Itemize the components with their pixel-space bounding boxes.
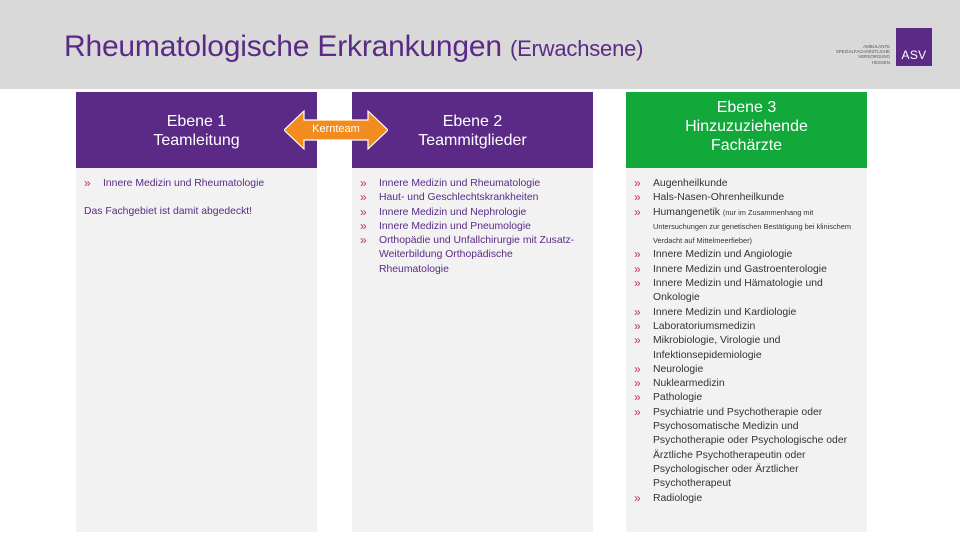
column-heading [76, 92, 317, 168]
list-item-text: Innere Medizin und Nephrologie [379, 206, 527, 218]
list-item-text: Radiologie [653, 492, 703, 504]
list-item [360, 191, 585, 205]
title-subtitle: (Erwachsene) [509, 36, 644, 61]
heading-line: Ebene 1 [166, 113, 227, 130]
list-item [634, 277, 859, 306]
list-item [634, 492, 859, 506]
bullet-icon: » [634, 304, 641, 319]
list-item-text: Neurologie [653, 363, 704, 375]
list-item [634, 334, 859, 363]
bullet-icon: » [634, 390, 641, 405]
list-item [634, 320, 859, 334]
list-item [634, 391, 859, 405]
bullet-icon: » [634, 490, 641, 505]
list-item-text: Innere Medizin und Rheumatologie [379, 178, 541, 189]
logo-line: HESSEN [871, 59, 890, 65]
bullet-icon: » [84, 176, 91, 190]
column-ebene-3 [626, 92, 867, 532]
bullet-icon: » [360, 204, 367, 219]
logo-line: VERSORGUNG [858, 54, 890, 60]
bullet-icon: » [360, 233, 367, 248]
column-heading [352, 92, 593, 168]
asv-logo [896, 28, 932, 66]
specialty-list [634, 177, 859, 506]
column-ebene-1 [76, 92, 317, 532]
list-item-text: Augenheilkunde [653, 178, 728, 189]
logo-text [830, 44, 890, 65]
list-item [634, 248, 859, 262]
list-item-text: Innere Medizin und Gastroenterologie [653, 263, 827, 275]
list-item-text: Laboratoriumsmedizin [653, 320, 756, 332]
bullet-icon: » [360, 218, 367, 233]
list-item [634, 306, 859, 320]
list-item [634, 406, 859, 492]
bullet-icon: » [634, 261, 641, 276]
page-title [64, 30, 643, 64]
list-item-text: Innere Medizin und Angiologie [653, 249, 793, 261]
list-item-text: Psychiatrie und Psychotherapie oder Psychosomatische Medizin und Psychotherapie oder Psychologische oder Ärztliche Psychotherapeutin oder Psychologischer oder Ärztlicher Psychotherapeut [653, 406, 848, 490]
list-item [360, 234, 585, 277]
bullet-icon: » [634, 318, 641, 333]
list-item-text: Innere Medizin und Pneumologie [379, 220, 531, 232]
column-body [76, 168, 317, 532]
list-item-text: Mikrobiologie, Virologie und Infektionsepidemiologie [653, 335, 781, 361]
list-item-text: Orthopädie und Unfallchirurgie mit Zusatz-Weiterbildung Orthopädische Rheumatologie [379, 235, 575, 275]
list-item [360, 206, 585, 220]
list-item-text: Pathologie [653, 392, 703, 404]
title-main: Rheumatologische Erkrankungen [64, 30, 502, 63]
heading-line: Teammitglieder [418, 132, 527, 149]
list-item-text: Innere Medizin und Hämatologie und Onkologie [653, 278, 823, 304]
heading-line: Fachärzte [710, 137, 783, 154]
list-item-text: Humangenetik [653, 206, 721, 218]
column-heading [626, 92, 867, 168]
list-item [634, 191, 859, 205]
bullet-icon: » [360, 190, 367, 205]
bullet-icon: » [634, 404, 641, 419]
bullet-icon: » [634, 176, 641, 190]
bullet-icon: » [360, 176, 367, 190]
specialty-list [360, 177, 585, 277]
specialty-list [84, 177, 309, 191]
list-item [634, 263, 859, 277]
list-item-note: (nur im Zusammenhang mit Untersuchungen zur genetischen Bestätigung bei klinischem Verdacht auf Mittelmeerfieber) [653, 207, 852, 246]
bullet-icon: » [634, 376, 641, 391]
list-item-text: Innere Medizin und Kardiologie [653, 306, 797, 318]
column-ebene-2 [352, 92, 593, 532]
list-item [360, 220, 585, 234]
heading-line: Hinzuzuziehende [685, 118, 808, 135]
bullet-icon: » [634, 204, 641, 219]
list-item [634, 363, 859, 377]
heading-line: Teamleitung [153, 132, 240, 149]
list-item [84, 177, 309, 191]
list-item [634, 177, 859, 191]
bullet-icon: » [634, 247, 641, 262]
logo-line: SPEZIALFACHÄRZTLICHE [835, 49, 890, 55]
header-bar [0, 0, 960, 89]
heading-line: Ebene 2 [442, 113, 503, 130]
list-item [634, 206, 859, 249]
list-item-text: Haut- und Geschlechtskrankheiten [379, 192, 539, 204]
list-item [360, 177, 585, 191]
kernteam-label: Kernteam [312, 123, 360, 135]
bullet-icon: » [634, 190, 641, 205]
list-item [634, 377, 859, 391]
kernteam-arrow [284, 110, 388, 150]
logo-line: AMBULANTE [863, 44, 890, 49]
list-item-text: Innere Medizin und Rheumatologie [103, 178, 265, 189]
heading-line: Ebene 3 [716, 99, 777, 116]
column-body [626, 168, 867, 532]
bullet-icon: » [634, 276, 641, 291]
coverage-note: Das Fachgebiet ist damit abgedeckt! [84, 206, 253, 218]
bullet-icon: » [634, 361, 641, 376]
list-item-text: Hals-Nasen-Ohrenheilkunde [653, 192, 785, 204]
column-body [352, 168, 593, 532]
list-item-text: Nuklearmedizin [653, 378, 725, 390]
asv-logo-label: ASV [901, 48, 927, 62]
bullet-icon: » [634, 333, 641, 348]
